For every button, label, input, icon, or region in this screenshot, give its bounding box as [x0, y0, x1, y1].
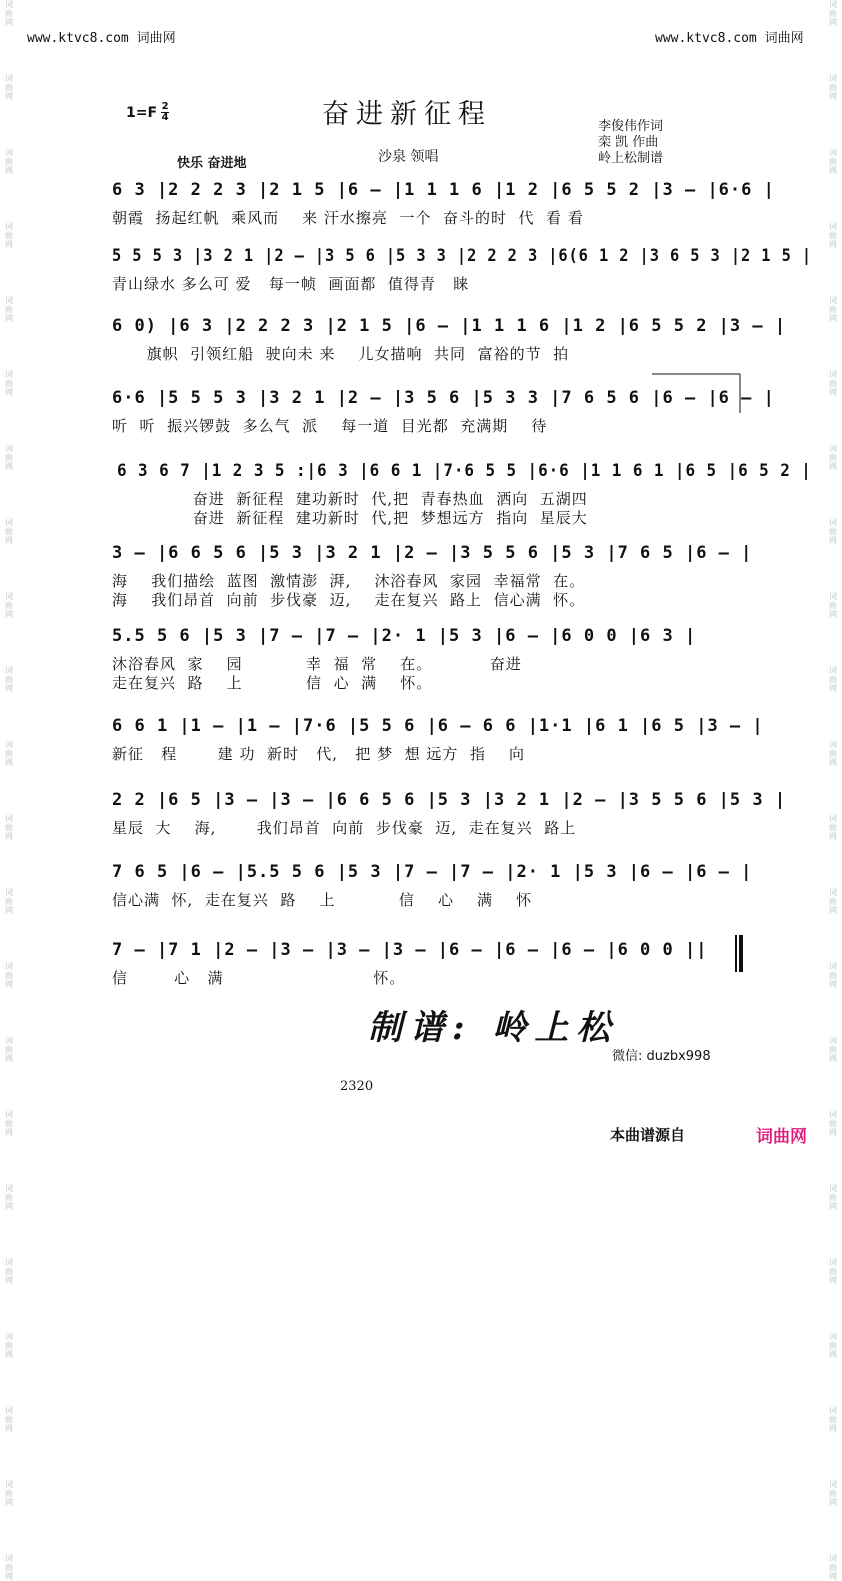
watermark-char: 词: [829, 0, 837, 9]
watermark-char: 曲: [5, 601, 13, 610]
notation-line: 3 – |6 6 5 6 |5 3 |3 2 1 |2 – |3 5 5 6 |5 3 |7 6 5 |6 – |: [112, 543, 753, 563]
watermark-char: 网: [829, 1202, 837, 1211]
watermark-char: 曲: [829, 157, 837, 166]
watermark-char: 曲: [829, 897, 837, 906]
song-title: 奋进新征程: [322, 99, 492, 130]
watermark-char: 网: [5, 1128, 13, 1137]
watermark-char: 曲: [5, 1489, 13, 1498]
watermark-char: 网: [829, 1276, 837, 1285]
watermark-char: 词: [5, 814, 13, 823]
watermark-char: 词: [829, 740, 837, 749]
watermark-char: 网: [829, 388, 837, 397]
watermark-char: 词: [5, 1480, 13, 1489]
watermark-char: 曲: [829, 305, 837, 314]
watermark-char: 网: [5, 240, 13, 249]
watermark-char: 曲: [829, 1563, 837, 1572]
watermark-group: [5, 1480, 13, 1507]
tempo-marking: 快乐 奋进地: [177, 156, 247, 171]
notation-line: 6 6 1 |1 – |1 – |7·6 |5 5 6 |6 – 6 6 |1·1 |6 1 |6 5 |3 – |: [112, 716, 764, 736]
watermark-char: 网: [5, 832, 13, 841]
watermark-char: 曲: [5, 9, 13, 18]
watermark-char: 曲: [829, 1193, 837, 1202]
watermark-group: [5, 1406, 13, 1433]
notation-line: 6·6 |5 5 5 3 |3 2 1 |2 – |3 5 6 |5 3 3 |7 6 5 6 |6 – |6 – |: [112, 388, 775, 408]
watermark-char: 词: [5, 518, 13, 527]
watermark-char: 曲: [829, 971, 837, 980]
watermark-char: 词: [829, 1184, 837, 1193]
watermark-char: 词: [5, 222, 13, 231]
watermark-char: 网: [829, 166, 837, 175]
watermark-char: 曲: [5, 1563, 13, 1572]
lyric-line: 海 我们昂首 向前 步伐豪 迈, 走在复兴 路上 信心满 怀。: [112, 591, 586, 609]
watermark-char: 网: [829, 1350, 837, 1359]
watermark-char: 网: [829, 1054, 837, 1063]
watermark-char: 网: [5, 906, 13, 915]
lyric-line: 新征 程 建 功 新时 代, 把 梦 想 远方 指 向: [112, 745, 526, 763]
watermark-char: 词: [829, 148, 837, 157]
lyric-line: 信 心 满 怀。: [112, 969, 406, 987]
watermark-char: 曲: [829, 379, 837, 388]
watermark-char: 词: [5, 0, 13, 9]
watermark-group: [829, 1406, 837, 1433]
notation-line: 5.5 5 6 |5 3 |7 – |7 – |2· 1 |5 3 |6 – |6 0 0 |6 3 |: [112, 626, 697, 646]
composer: 栾 凯 作曲: [598, 135, 659, 150]
watermark-char: 词: [5, 888, 13, 897]
watermark-char: 网: [5, 684, 13, 693]
lyric-line: 信心满 怀, 走在复兴 路 上 信 心 满 怀: [112, 891, 533, 909]
watermark-group: [5, 1258, 13, 1285]
watermark-char: 曲: [5, 453, 13, 462]
notation-line: 6 0) |6 3 |2 2 2 3 |2 1 5 |6 – |1 1 1 6 |1 2 |6 5 5 2 |3 – |: [112, 316, 787, 336]
watermark-char: 曲: [5, 1045, 13, 1054]
watermark-char: 词: [5, 74, 13, 83]
watermark-char: 词: [829, 1406, 837, 1415]
watermark-char: 曲: [5, 157, 13, 166]
lyric-line: 旗帜 引领红船 驶向未 来 儿女描响 共同 富裕的节 拍: [112, 345, 570, 363]
watermark-char: 曲: [5, 823, 13, 832]
notation-line: 5 5 5 3 |3 2 1 |2 – |3 5 6 |5 3 3 |2 2 2 3 |6(6 1 2 |3 6 5 3 |2 1 5 |: [112, 246, 813, 266]
watermark-char: 词: [829, 1258, 837, 1267]
watermark-char: 词: [829, 444, 837, 453]
watermark-char: 网: [829, 1572, 837, 1581]
header-url-right[interactable]: www.ktvc8.com 词曲网: [655, 31, 804, 46]
notation-line: 7 6 5 |6 – |5.5 5 6 |5 3 |7 – |7 – |2· 1 |5 3 |6 – |6 – |: [112, 862, 753, 882]
watermark-char: 曲: [5, 305, 13, 314]
watermark-char: 词: [5, 296, 13, 305]
watermark-group: [829, 1332, 837, 1359]
watermark-char: 网: [829, 684, 837, 693]
watermark-char: 网: [5, 314, 13, 323]
watermark-char: 曲: [5, 1415, 13, 1424]
watermark-char: 曲: [829, 1341, 837, 1350]
watermark-group: [5, 1554, 13, 1581]
watermark-char: 词: [829, 1332, 837, 1341]
time-numerator: 2: [161, 101, 169, 112]
watermark-char: 曲: [829, 9, 837, 18]
watermark-char: 网: [829, 92, 837, 101]
source-brand[interactable]: 词曲网: [756, 1127, 807, 1147]
watermark-char: 曲: [5, 379, 13, 388]
watermark-group: [5, 1332, 13, 1359]
watermark-char: 网: [5, 1054, 13, 1063]
watermark-char: 词: [5, 148, 13, 157]
watermark-char: 网: [5, 18, 13, 27]
watermark-char: 网: [5, 536, 13, 545]
watermark-char: 曲: [5, 749, 13, 758]
notation-line: 6 3 6 7 |1 2 3 5 :|6 3 |6 6 1 |7·6 5 5 |6·6 |1 1 6 1 |6 5 |6 5 2 |: [117, 461, 812, 481]
watermark-char: 网: [5, 1424, 13, 1433]
watermark-char: 曲: [829, 823, 837, 832]
watermark-char: 网: [5, 758, 13, 767]
watermark-char: 曲: [829, 749, 837, 758]
watermark-group: [829, 1258, 837, 1285]
lyric-line: 海 我们描绘 蓝图 激情澎 湃, 沐浴春风 家园 幸福常 在。: [112, 572, 586, 590]
watermark-char: 网: [829, 906, 837, 915]
notation-line: 7 – |7 1 |2 – |3 – |3 – |3 – |6 – |6 – |6 – |6 0 0 ||: [112, 940, 708, 960]
watermark-char: 曲: [829, 231, 837, 240]
watermark-char: 网: [5, 610, 13, 619]
watermark-char: 网: [5, 462, 13, 471]
watermark-char: 词: [5, 1110, 13, 1119]
watermark-char: 词: [5, 740, 13, 749]
header-url-left[interactable]: www.ktvc8.com 词曲网: [27, 31, 176, 46]
watermark-char: 词: [829, 296, 837, 305]
watermark-char: 曲: [5, 1341, 13, 1350]
time-denominator: 4: [161, 112, 169, 123]
watermark-char: 网: [829, 758, 837, 767]
watermark-group: [829, 1554, 837, 1581]
source-label: 本曲谱源自: [610, 1126, 686, 1144]
watermark-char: 网: [829, 536, 837, 545]
watermark-char: 网: [5, 92, 13, 101]
watermark-char: 词: [5, 370, 13, 379]
watermark-char: 词: [829, 814, 837, 823]
watermark-char: 曲: [829, 1489, 837, 1498]
singer-credit: 沙泉 领唱: [378, 149, 439, 165]
watermark-char: 网: [829, 832, 837, 841]
watermark-group: [5, 1184, 13, 1211]
watermark-char: 网: [5, 1350, 13, 1359]
watermark-char: 曲: [829, 1267, 837, 1276]
watermark-char: 网: [829, 980, 837, 989]
watermark-char: 曲: [829, 1415, 837, 1424]
watermark-char: 网: [5, 166, 13, 175]
watermark-char: 网: [5, 388, 13, 397]
watermark-char: 词: [5, 666, 13, 675]
lyricist: 李俊伟作词: [598, 119, 664, 134]
watermark-char: 网: [829, 240, 837, 249]
watermark-char: 网: [5, 1572, 13, 1581]
watermark-char: 曲: [829, 1045, 837, 1054]
lyric-line: 沐浴春风 家 园 幸 福 常 在。 奋进: [112, 655, 522, 673]
watermark-char: 词: [829, 74, 837, 83]
watermark-char: 网: [5, 980, 13, 989]
lyric-line: 朝霞 扬起红帆 乘风而 来 汗水擦亮 一个 奋斗的时 代 看 看: [112, 209, 584, 227]
lyric-line: 走在复兴 路 上 信 心 满 怀。: [112, 674, 433, 692]
watermark-char: 曲: [829, 83, 837, 92]
watermark-char: 曲: [5, 675, 13, 684]
signature: 制谱: 岭上松: [368, 1008, 619, 1048]
watermark-char: 词: [829, 1036, 837, 1045]
watermark-char: 词: [5, 592, 13, 601]
watermark-char: 网: [829, 1498, 837, 1507]
watermark-char: 网: [829, 1128, 837, 1137]
lyric-line: 奋进 新征程 建功新时 代,把 梦想远方 指向 星辰大: [112, 509, 588, 527]
watermark-char: 曲: [829, 675, 837, 684]
watermark-char: 网: [829, 18, 837, 27]
watermark-char: 曲: [829, 601, 837, 610]
watermark-char: 曲: [829, 453, 837, 462]
lyric-line: 星辰 大 海, 我们昂首 向前 步伐豪 迈, 走在复兴 路上: [112, 819, 577, 837]
lyric-line: 听 听 振兴锣鼓 多么气 派 每一道 目光都 充满期 待: [112, 417, 548, 435]
watermark-char: 曲: [829, 527, 837, 536]
watermark-char: 网: [829, 610, 837, 619]
watermark-char: 词: [5, 444, 13, 453]
watermark-char: 网: [829, 462, 837, 471]
watermark-char: 曲: [5, 971, 13, 980]
arranger: 岭上松制谱: [598, 151, 664, 166]
watermark-char: 曲: [5, 83, 13, 92]
watermark-char: 曲: [5, 1193, 13, 1202]
watermark-char: 曲: [5, 897, 13, 906]
watermark-char: 词: [829, 962, 837, 971]
watermark-char: 词: [5, 1406, 13, 1415]
notation-line: 6 3 |2 2 2 3 |2 1 5 |6 – |1 1 1 6 |1 2 |6 5 5 2 |3 – |6·6 |: [112, 180, 775, 200]
watermark-char: 词: [5, 1258, 13, 1267]
page-number: 2320: [340, 1079, 374, 1094]
watermark-char: 词: [5, 1332, 13, 1341]
watermark-char: 曲: [5, 231, 13, 240]
watermark-group: [829, 1184, 837, 1211]
watermark-char: 词: [829, 666, 837, 675]
watermark-char: 曲: [829, 1119, 837, 1128]
watermark-char: 词: [829, 1110, 837, 1119]
watermark-group: [829, 1480, 837, 1507]
watermark-char: 曲: [5, 527, 13, 536]
watermark-char: 词: [5, 962, 13, 971]
watermark-char: 词: [829, 592, 837, 601]
lyric-line: 奋进 新征程 建功新时 代,把 青春热血 洒向 五湖四: [112, 490, 588, 508]
watermark-char: 网: [829, 1424, 837, 1433]
key-label: 1=F: [126, 104, 158, 121]
watermark-char: 网: [5, 1202, 13, 1211]
watermark-char: 词: [5, 1184, 13, 1193]
lyric-line: 青山绿水 多么可 爱 每一帧 画面都 值得青 睐: [112, 275, 470, 293]
watermark-char: 词: [829, 1554, 837, 1563]
watermark-char: 词: [5, 1036, 13, 1045]
watermark-char: 词: [829, 888, 837, 897]
watermark-char: 词: [829, 518, 837, 527]
watermark-char: 网: [5, 1498, 13, 1507]
watermark-char: 词: [5, 1554, 13, 1563]
watermark-char: 网: [829, 314, 837, 323]
watermark-char: 曲: [5, 1267, 13, 1276]
watermark-char: 词: [829, 222, 837, 231]
notation-line: 2 2 |6 5 |3 – |3 – |6 6 5 6 |5 3 |3 2 1 |2 – |3 5 5 6 |5 3 |: [112, 790, 787, 810]
watermark-char: 词: [829, 1480, 837, 1489]
watermark-char: 网: [5, 1276, 13, 1285]
wechat-id: 微信: duzbx998: [612, 1049, 711, 1064]
watermark-char: 词: [829, 370, 837, 379]
watermark-char: 曲: [5, 1119, 13, 1128]
